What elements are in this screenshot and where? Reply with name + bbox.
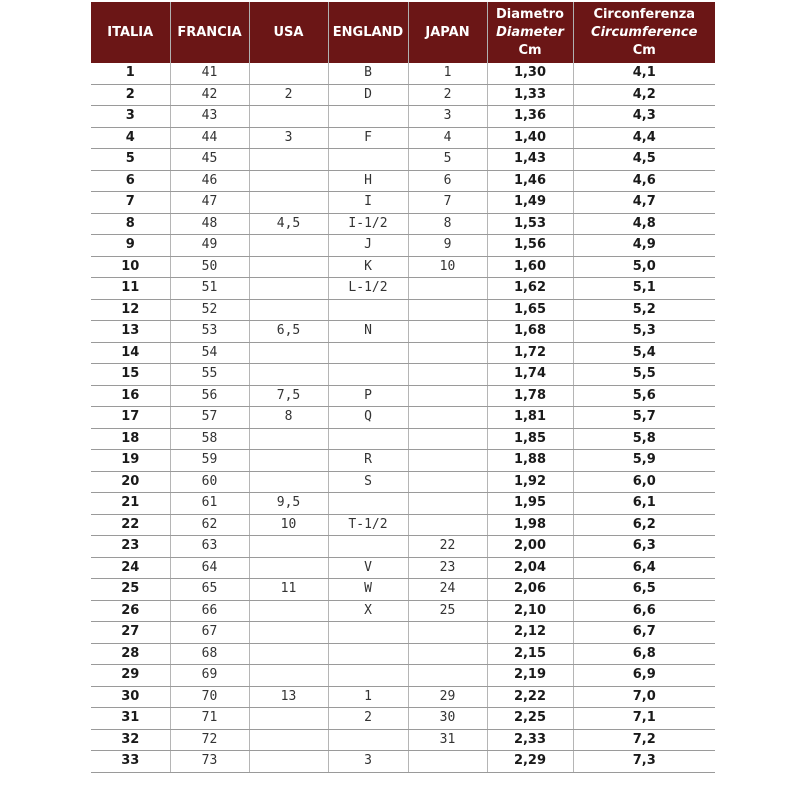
header-circumference — [573, 2, 715, 63]
cell-italia: 10 — [91, 256, 170, 278]
cell-japan: 10 — [408, 256, 487, 278]
cell-diameter: 2,04 — [487, 557, 573, 579]
cell-francia: 59 — [170, 450, 249, 472]
cell-francia: 68 — [170, 643, 249, 665]
cell-francia: 64 — [170, 557, 249, 579]
cell-england — [328, 106, 408, 128]
cell-circumference: 5,1 — [573, 278, 715, 300]
cell-usa — [249, 106, 328, 128]
cell-francia: 58 — [170, 428, 249, 450]
cell-italia: 19 — [91, 450, 170, 472]
cell-circumference: 6,8 — [573, 643, 715, 665]
cell-italia: 14 — [91, 342, 170, 364]
table-row — [91, 536, 715, 558]
cell-japan — [408, 751, 487, 773]
cell-england: J — [328, 235, 408, 257]
cell-diameter: 1,53 — [487, 213, 573, 235]
cell-usa: 6,5 — [249, 321, 328, 343]
cell-diameter: 2,06 — [487, 579, 573, 601]
cell-japan: 7 — [408, 192, 487, 214]
cell-england: B — [328, 63, 408, 84]
cell-diameter: 1,72 — [487, 342, 573, 364]
cell-diameter: 1,36 — [487, 106, 573, 128]
cell-usa — [249, 149, 328, 171]
cell-circumference: 4,2 — [573, 84, 715, 106]
cell-usa: 2 — [249, 84, 328, 106]
cell-italia: 15 — [91, 364, 170, 386]
cell-england: P — [328, 385, 408, 407]
cell-japan — [408, 665, 487, 687]
cell-japan — [408, 493, 487, 515]
cell-diameter: 2,33 — [487, 729, 573, 751]
cell-england: Q — [328, 407, 408, 429]
cell-england — [328, 729, 408, 751]
cell-usa — [249, 278, 328, 300]
table-row — [91, 600, 715, 622]
cell-england: L-1/2 — [328, 278, 408, 300]
cell-japan: 24 — [408, 579, 487, 601]
header-japan: JAPAN — [408, 2, 487, 63]
cell-diameter: 1,40 — [487, 127, 573, 149]
cell-usa — [249, 729, 328, 751]
table-row — [91, 579, 715, 601]
cell-usa — [249, 557, 328, 579]
cell-italia: 1 — [91, 63, 170, 84]
cell-usa: 10 — [249, 514, 328, 536]
cell-italia: 21 — [91, 493, 170, 515]
table-row — [91, 493, 715, 515]
cell-francia: 41 — [170, 63, 249, 84]
cell-england — [328, 643, 408, 665]
cell-japan — [408, 428, 487, 450]
cell-italia: 12 — [91, 299, 170, 321]
table-row — [91, 342, 715, 364]
cell-circumference: 5,3 — [573, 321, 715, 343]
cell-japan: 9 — [408, 235, 487, 257]
cell-usa: 8 — [249, 407, 328, 429]
ring-size-table — [91, 2, 715, 773]
cell-usa — [249, 536, 328, 558]
cell-circumference: 4,6 — [573, 170, 715, 192]
cell-diameter: 1,46 — [487, 170, 573, 192]
cell-francia: 52 — [170, 299, 249, 321]
cell-england — [328, 299, 408, 321]
cell-francia: 73 — [170, 751, 249, 773]
table-row — [91, 708, 715, 730]
cell-japan — [408, 407, 487, 429]
cell-italia: 8 — [91, 213, 170, 235]
cell-diameter: 1,60 — [487, 256, 573, 278]
table-row — [91, 106, 715, 128]
cell-england: F — [328, 127, 408, 149]
cell-italia: 20 — [91, 471, 170, 493]
cell-francia: 61 — [170, 493, 249, 515]
cell-japan — [408, 450, 487, 472]
cell-japan: 31 — [408, 729, 487, 751]
cell-japan: 6 — [408, 170, 487, 192]
cell-italia: 28 — [91, 643, 170, 665]
cell-japan: 3 — [408, 106, 487, 128]
cell-diameter: 1,98 — [487, 514, 573, 536]
cell-circumference: 5,9 — [573, 450, 715, 472]
cell-circumference: 4,1 — [573, 63, 715, 84]
cell-england — [328, 428, 408, 450]
table-row — [91, 665, 715, 687]
header-usa: USA — [249, 2, 328, 63]
cell-diameter: 1,78 — [487, 385, 573, 407]
cell-diameter: 1,85 — [487, 428, 573, 450]
table-body — [91, 63, 715, 772]
cell-circumference: 6,0 — [573, 471, 715, 493]
cell-francia: 46 — [170, 170, 249, 192]
cell-circumference: 6,6 — [573, 600, 715, 622]
table-row — [91, 278, 715, 300]
cell-diameter: 2,29 — [487, 751, 573, 773]
cell-italia: 11 — [91, 278, 170, 300]
cell-japan — [408, 514, 487, 536]
cell-england — [328, 493, 408, 515]
cell-usa — [249, 428, 328, 450]
cell-francia: 65 — [170, 579, 249, 601]
cell-england: 3 — [328, 751, 408, 773]
cell-usa — [249, 751, 328, 773]
header-diameter-it: Diametro — [496, 6, 564, 22]
table-row — [91, 622, 715, 644]
cell-usa — [249, 364, 328, 386]
table-row — [91, 643, 715, 665]
cell-usa: 9,5 — [249, 493, 328, 515]
cell-circumference: 5,7 — [573, 407, 715, 429]
cell-italia: 29 — [91, 665, 170, 687]
cell-italia: 4 — [91, 127, 170, 149]
cell-japan: 1 — [408, 63, 487, 84]
cell-diameter: 1,81 — [487, 407, 573, 429]
cell-italia: 5 — [91, 149, 170, 171]
table-row — [91, 686, 715, 708]
cell-francia: 63 — [170, 536, 249, 558]
header-row — [91, 2, 715, 63]
cell-usa — [249, 643, 328, 665]
cell-francia: 71 — [170, 708, 249, 730]
cell-usa — [249, 622, 328, 644]
cell-england — [328, 622, 408, 644]
cell-francia: 69 — [170, 665, 249, 687]
cell-francia: 53 — [170, 321, 249, 343]
cell-usa: 4,5 — [249, 213, 328, 235]
cell-england: H — [328, 170, 408, 192]
cell-diameter: 1,33 — [487, 84, 573, 106]
header-diameter-en: Diameter — [496, 24, 564, 40]
cell-japan — [408, 385, 487, 407]
cell-francia: 51 — [170, 278, 249, 300]
cell-japan — [408, 299, 487, 321]
cell-francia: 67 — [170, 622, 249, 644]
cell-usa: 13 — [249, 686, 328, 708]
cell-circumference: 4,8 — [573, 213, 715, 235]
table-header — [91, 2, 715, 63]
cell-japan: 22 — [408, 536, 487, 558]
cell-england: 1 — [328, 686, 408, 708]
cell-francia: 57 — [170, 407, 249, 429]
table-row — [91, 63, 715, 84]
cell-japan — [408, 278, 487, 300]
cell-england — [328, 536, 408, 558]
cell-francia: 66 — [170, 600, 249, 622]
table-row — [91, 127, 715, 149]
cell-england — [328, 342, 408, 364]
cell-italia: 3 — [91, 106, 170, 128]
header-diameter — [487, 2, 573, 63]
cell-japan — [408, 321, 487, 343]
cell-diameter: 2,15 — [487, 643, 573, 665]
cell-usa — [249, 600, 328, 622]
cell-usa: 7,5 — [249, 385, 328, 407]
cell-diameter: 1,88 — [487, 450, 573, 472]
table-row — [91, 385, 715, 407]
cell-diameter: 2,10 — [487, 600, 573, 622]
cell-japan — [408, 622, 487, 644]
cell-italia: 26 — [91, 600, 170, 622]
cell-italia: 6 — [91, 170, 170, 192]
cell-diameter: 1,95 — [487, 493, 573, 515]
cell-japan: 4 — [408, 127, 487, 149]
cell-england: T-1/2 — [328, 514, 408, 536]
cell-circumference: 5,4 — [573, 342, 715, 364]
cell-francia: 42 — [170, 84, 249, 106]
cell-francia: 54 — [170, 342, 249, 364]
cell-circumference: 6,3 — [573, 536, 715, 558]
cell-circumference: 5,2 — [573, 299, 715, 321]
cell-circumference: 7,3 — [573, 751, 715, 773]
cell-england: I-1/2 — [328, 213, 408, 235]
table-row — [91, 557, 715, 579]
cell-diameter: 2,00 — [487, 536, 573, 558]
cell-circumference: 7,0 — [573, 686, 715, 708]
cell-diameter: 2,19 — [487, 665, 573, 687]
cell-diameter: 1,62 — [487, 278, 573, 300]
cell-diameter: 1,65 — [487, 299, 573, 321]
table-row — [91, 84, 715, 106]
cell-italia: 2 — [91, 84, 170, 106]
cell-usa — [249, 192, 328, 214]
cell-italia: 32 — [91, 729, 170, 751]
cell-circumference: 4,7 — [573, 192, 715, 214]
cell-circumference: 5,5 — [573, 364, 715, 386]
cell-england: X — [328, 600, 408, 622]
cell-usa — [249, 299, 328, 321]
cell-francia: 55 — [170, 364, 249, 386]
cell-circumference: 6,2 — [573, 514, 715, 536]
cell-diameter: 1,30 — [487, 63, 573, 84]
header-diameter-unit: Cm — [518, 42, 542, 58]
cell-japan: 2 — [408, 84, 487, 106]
cell-usa — [249, 235, 328, 257]
cell-england: D — [328, 84, 408, 106]
cell-england — [328, 149, 408, 171]
cell-usa — [249, 708, 328, 730]
cell-england: S — [328, 471, 408, 493]
cell-usa — [249, 63, 328, 84]
cell-usa — [249, 170, 328, 192]
cell-circumference: 4,3 — [573, 106, 715, 128]
cell-circumference: 4,4 — [573, 127, 715, 149]
cell-japan: 25 — [408, 600, 487, 622]
cell-francia: 47 — [170, 192, 249, 214]
cell-usa — [249, 665, 328, 687]
cell-francia: 56 — [170, 385, 249, 407]
cell-japan: 29 — [408, 686, 487, 708]
table-row — [91, 428, 715, 450]
table-row — [91, 321, 715, 343]
cell-england: V — [328, 557, 408, 579]
cell-italia: 33 — [91, 751, 170, 773]
cell-italia: 13 — [91, 321, 170, 343]
cell-circumference: 6,1 — [573, 493, 715, 515]
cell-japan: 5 — [408, 149, 487, 171]
cell-circumference: 7,1 — [573, 708, 715, 730]
cell-italia: 22 — [91, 514, 170, 536]
cell-francia: 62 — [170, 514, 249, 536]
cell-japan: 30 — [408, 708, 487, 730]
cell-circumference: 6,4 — [573, 557, 715, 579]
cell-francia: 49 — [170, 235, 249, 257]
table-row — [91, 299, 715, 321]
cell-usa — [249, 450, 328, 472]
cell-japan — [408, 342, 487, 364]
header-circumference-en: Circumference — [591, 24, 698, 40]
cell-usa — [249, 256, 328, 278]
table-row — [91, 514, 715, 536]
cell-diameter: 1,49 — [487, 192, 573, 214]
table-row — [91, 751, 715, 773]
cell-diameter: 1,56 — [487, 235, 573, 257]
cell-italia: 7 — [91, 192, 170, 214]
cell-italia: 30 — [91, 686, 170, 708]
cell-japan — [408, 471, 487, 493]
cell-francia: 70 — [170, 686, 249, 708]
cell-england: K — [328, 256, 408, 278]
cell-circumference: 5,0 — [573, 256, 715, 278]
cell-francia: 72 — [170, 729, 249, 751]
cell-japan — [408, 643, 487, 665]
table-row — [91, 213, 715, 235]
cell-japan: 8 — [408, 213, 487, 235]
cell-circumference: 6,7 — [573, 622, 715, 644]
header-circumference-unit: Cm — [632, 42, 656, 58]
header-francia: FRANCIA — [170, 2, 249, 63]
cell-diameter: 1,92 — [487, 471, 573, 493]
table-row — [91, 407, 715, 429]
cell-francia: 43 — [170, 106, 249, 128]
table-row — [91, 192, 715, 214]
cell-italia: 17 — [91, 407, 170, 429]
cell-japan — [408, 364, 487, 386]
cell-italia: 23 — [91, 536, 170, 558]
cell-circumference: 4,9 — [573, 235, 715, 257]
cell-diameter: 2,25 — [487, 708, 573, 730]
cell-italia: 25 — [91, 579, 170, 601]
header-italia: ITALIA — [91, 2, 170, 63]
table-row — [91, 729, 715, 751]
cell-italia: 18 — [91, 428, 170, 450]
cell-francia: 44 — [170, 127, 249, 149]
table-row — [91, 170, 715, 192]
cell-england: 2 — [328, 708, 408, 730]
cell-usa — [249, 342, 328, 364]
cell-england: N — [328, 321, 408, 343]
cell-usa — [249, 471, 328, 493]
cell-circumference: 5,6 — [573, 385, 715, 407]
cell-england: R — [328, 450, 408, 472]
cell-england: W — [328, 579, 408, 601]
cell-england — [328, 665, 408, 687]
cell-francia: 50 — [170, 256, 249, 278]
cell-diameter: 2,12 — [487, 622, 573, 644]
cell-circumference: 4,5 — [573, 149, 715, 171]
cell-francia: 48 — [170, 213, 249, 235]
header-england: ENGLAND — [328, 2, 408, 63]
table-row — [91, 471, 715, 493]
cell-francia: 60 — [170, 471, 249, 493]
cell-diameter: 1,68 — [487, 321, 573, 343]
cell-diameter: 1,74 — [487, 364, 573, 386]
table-row — [91, 149, 715, 171]
cell-italia: 27 — [91, 622, 170, 644]
cell-diameter: 2,22 — [487, 686, 573, 708]
cell-circumference: 6,9 — [573, 665, 715, 687]
cell-italia: 16 — [91, 385, 170, 407]
cell-circumference: 6,5 — [573, 579, 715, 601]
cell-italia: 31 — [91, 708, 170, 730]
table-row — [91, 364, 715, 386]
cell-japan: 23 — [408, 557, 487, 579]
cell-francia: 45 — [170, 149, 249, 171]
cell-circumference: 5,8 — [573, 428, 715, 450]
cell-italia: 9 — [91, 235, 170, 257]
cell-england — [328, 364, 408, 386]
cell-usa: 3 — [249, 127, 328, 149]
table-row — [91, 235, 715, 257]
table-row — [91, 256, 715, 278]
cell-diameter: 1,43 — [487, 149, 573, 171]
cell-usa: 11 — [249, 579, 328, 601]
table-row — [91, 450, 715, 472]
cell-england: I — [328, 192, 408, 214]
cell-italia: 24 — [91, 557, 170, 579]
cell-circumference: 7,2 — [573, 729, 715, 751]
header-circumference-it: Circonferenza — [593, 6, 696, 22]
